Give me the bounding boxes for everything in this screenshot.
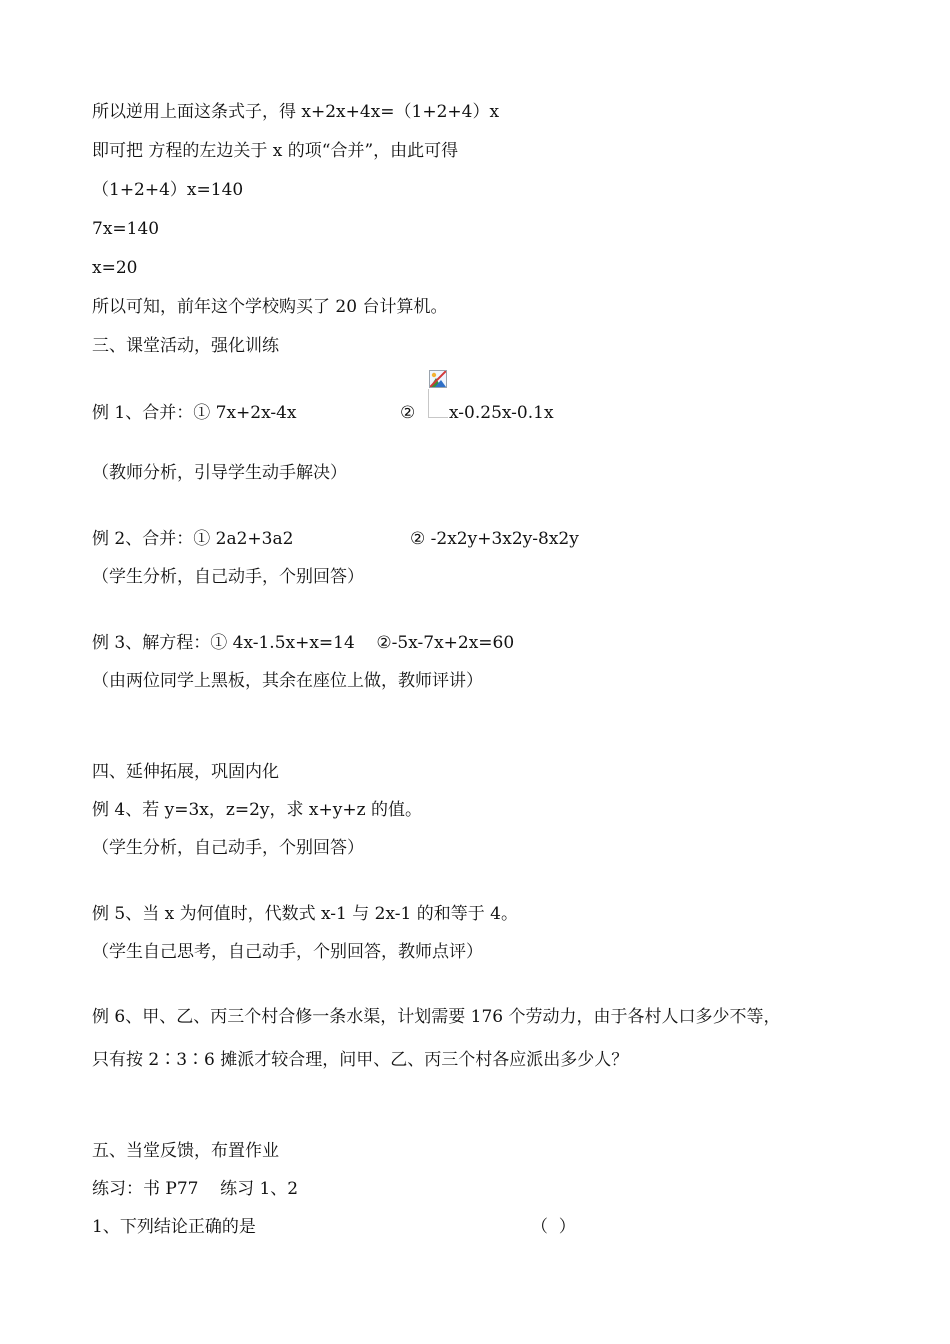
equation-line: x=20 [92,258,138,278]
broken-image-icon [428,370,448,418]
text-line: 即可把 方程的左边关于 x 的项“合并”，由此可得 [92,141,459,161]
example-2-part-1: 例 2、合并：① 2a2+3a2 [92,529,294,549]
text-line: 所以可知，前年这个学校购买了 20 台计算机。 [92,297,448,317]
answer-bracket: （ ） [531,1217,576,1237]
example-1-part-2: x-0.25x-0.1x [449,403,554,423]
example-1-part-2-marker: ② [400,403,416,423]
section-heading: 三、课堂活动，强化训练 [92,336,279,356]
note-line: （由两位同学上黑板，其余在座位上做，教师评讲） [92,671,483,691]
example-6-line-1: 例 6、甲、乙、丙三个村合修一条水渠，计划需要 176 个劳动力，由于各村人口多少不等， [92,1007,781,1027]
example-6-line-2: 只有按 2∶3∶6 摊派才较合理，问甲、乙、丙三个村各应派出多少人？ [92,1050,629,1070]
note-line: （教师分析，引导学生动手解决） [92,463,347,483]
example-5: 例 5、当 x 为何值时，代数式 x-1 与 2x-1 的和等于 4。 [92,904,518,924]
question-1: 1、下列结论正确的是 [92,1217,256,1237]
example-3: 例 3、解方程：① 4x-1.5x+x=14 ②-5x-7x+2x=60 [92,633,515,653]
text-line: 所以逆用上面这条式子，得 x+2x+4x=（1+2+4）x [92,102,500,122]
note-line: （学生分析，自己动手，个别回答） [92,838,364,858]
equation-line: （1+2+4）x=140 [92,180,244,200]
exercise-reference: 练习：书 P77 练习 1、2 [92,1179,299,1199]
note-line: （学生自己思考，自己动手，个别回答，教师点评） [92,942,483,962]
section-heading: 五、当堂反馈，布置作业 [92,1141,279,1161]
example-1-part-1: 例 1、合并：① 7x+2x-4x [92,403,297,423]
equation-line: 7x=140 [92,219,160,239]
example-2-part-2: ② -2x2y+3x2y-8x2y [410,529,579,549]
note-line: （学生分析，自己动手，个别回答） [92,567,364,587]
example-4: 例 4、若 y=3x，z=2y，求 x+y+z 的值。 [92,800,422,820]
section-heading: 四、延伸拓展，巩固内化 [92,762,279,782]
